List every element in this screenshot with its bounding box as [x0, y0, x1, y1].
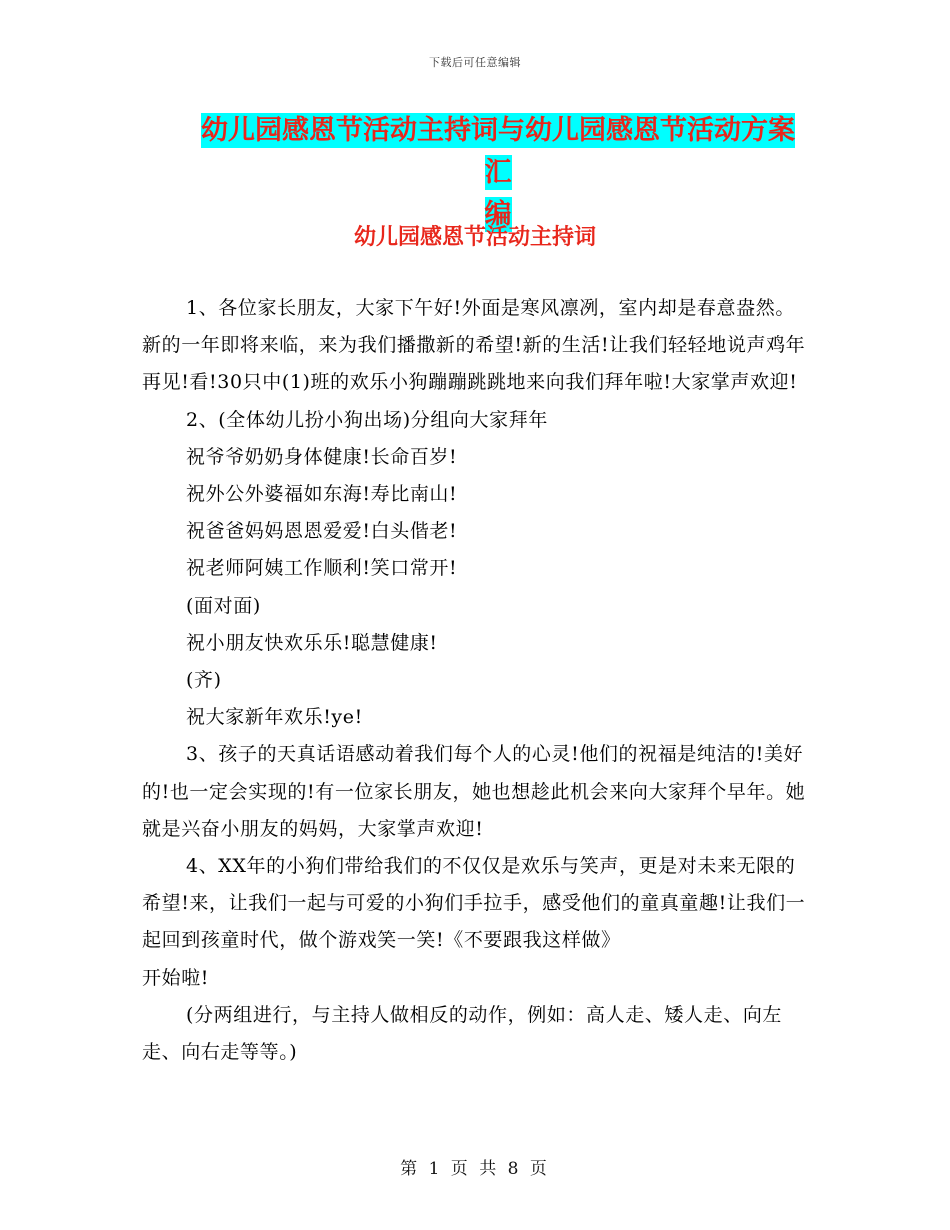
document-title: [193, 110, 803, 236]
stage-direction: (齐): [186, 669, 222, 692]
header-note: 下载后可任意编辑: [429, 56, 521, 69]
document-body: [142, 290, 810, 1071]
blessing-line: 祝小朋友快欢乐乐!聪慧健康!: [186, 631, 438, 654]
section-title: 幼儿园感恩节活动主持词: [353, 225, 596, 250]
blessing-line: 祝爷爷奶奶身体健康!长命百岁!: [186, 445, 458, 468]
page-footer: 第 1 页 共 8 页: [400, 1159, 550, 1179]
blessing-line: 祝外公外婆福如东海!寿比南山!: [186, 483, 458, 506]
document-title-line1: 幼儿园感恩节活动主持词与幼儿园感恩节活动方案汇: [201, 115, 795, 188]
paragraph-4: 4、XX年的小狗们带给我们的不仅仅是欢乐与笑声，更是对未来无限的希望!来，让我们一起与可爱的小狗们手拉手，感受他们的童真童趣!让我们一起回到孩童时代，做个游戏笑一笑!《不要跟我这样做》: [142, 855, 806, 952]
blessing-line: 祝大家新年欢乐!ye!: [186, 706, 363, 729]
paragraph-1: 1、各位家长朋友，大家下午好!外面是寒风凛冽，室内却是春意盎然。新的一年即将来临，来为我们播撒新的希望!新的生活!让我们轻轻地说声鸡年再见!看!30只中(1)班的欢乐小狗蹦蹦跳跳地来向我们拜年啦!大家掌声欢迎!: [142, 297, 806, 394]
blessing-line: 祝爸爸妈妈恩恩爱爱!白头偕老!: [186, 520, 458, 543]
paragraph-4-continued: 开始啦!: [142, 966, 210, 989]
paragraph-2: 2、(全体幼儿扮小狗出场)分组向大家拜年: [186, 408, 548, 431]
blessing-line: 祝老师阿姨工作顺利!笑口常开!: [186, 557, 458, 580]
document-title-line2: 编: [484, 199, 512, 230]
paragraph-3: 3、孩子的天真话语感动着我们每个人的心灵!他们的祝福是纯洁的!美好的!也一定会实现的!有一位家长朋友，她也想趁此机会来向大家拜个早年。她就是兴奋小朋友的妈妈，大家掌声欢迎!: [142, 743, 806, 840]
stage-direction: (面对面): [186, 594, 261, 617]
paragraph-5: (分两组进行，与主持人做相反的动作，例如：高人走、矮人走、向左走、向右走等等。): [142, 1003, 783, 1064]
